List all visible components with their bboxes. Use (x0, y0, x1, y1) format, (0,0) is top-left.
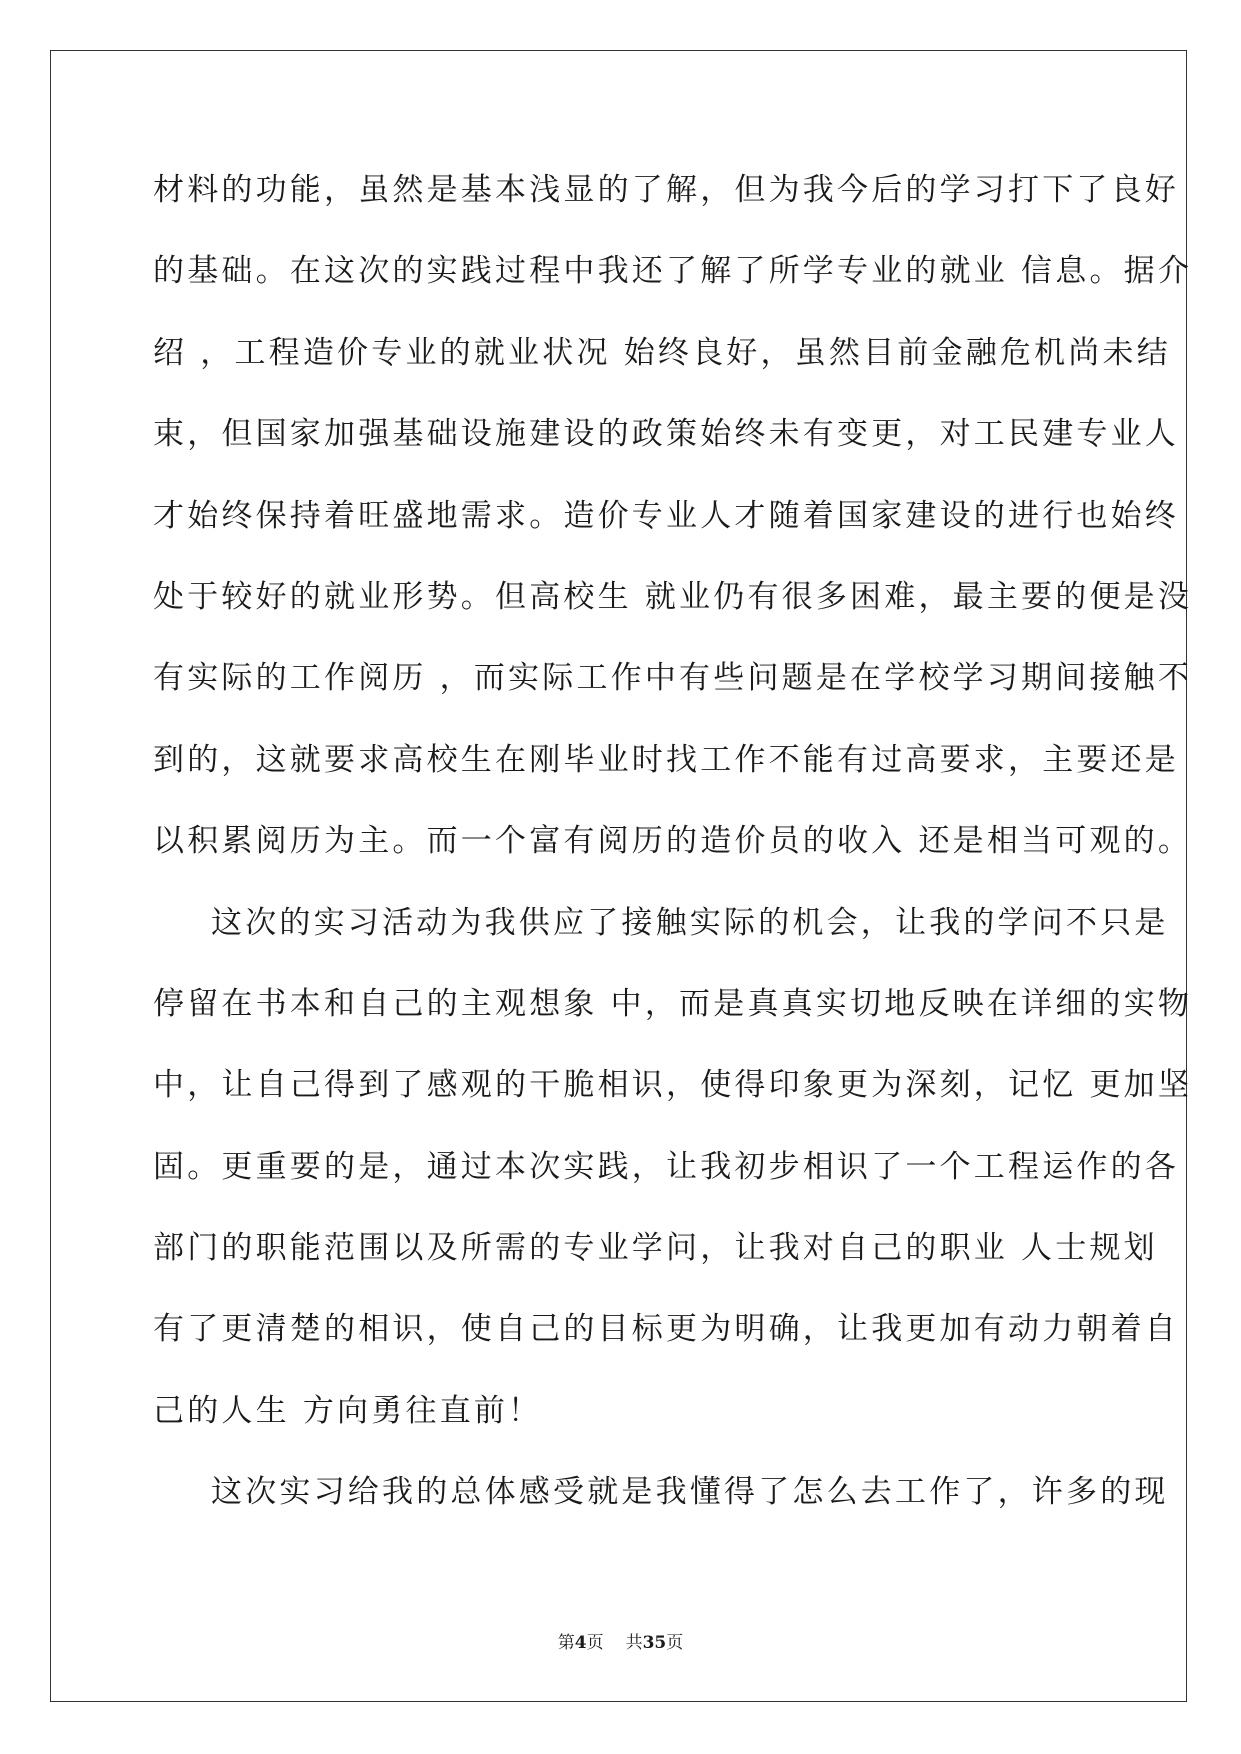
page-number: 4 (574, 1633, 587, 1653)
text-line: 固。更重要的是，通过本次实践，让我初步相识了一个工程运作的各 (153, 1148, 1179, 1185)
text-line: 停留在书本和自己的主观想象 中，而是真真实切地反映在详细的实物 (153, 985, 1193, 1022)
text-line: 中，让自己得到了感观的干脆相识，使得印象更为深刻，记忆 更加坚 (153, 1067, 1193, 1104)
text-line: 才始终保持着旺盛地需求。造价专业人才随着国家建设的进行也始终 (153, 497, 1179, 534)
text-line: 的基础。在这次的实践过程中我还了解了所学专业的就业 信息。据介 (153, 253, 1193, 290)
text-line: 以积累阅历为主。而一个富有阅历的造价员的收入 还是相当可观的。 (153, 823, 1193, 860)
text-line: 绍 ，工程造价专业的就业状况 始终良好，虽然目前金融危机尚未结 (153, 334, 1171, 371)
page-prefix: 第 (557, 1633, 575, 1653)
text-line: 束，但国家加强基础设施建设的政策始终未有变更，对工民建专业人 (153, 416, 1179, 453)
document-body (153, 160, 1193, 1544)
total-suffix: 页 (666, 1633, 684, 1653)
paragraph-start-line: 这次的实习活动为我供应了接触实际的机会，让我的学问不只是 (211, 904, 1169, 941)
text-line: 到的，这就要求高校生在刚毕业时找工作不能有过高要求，主要还是 (153, 741, 1179, 778)
total-pages: 35 (642, 1633, 667, 1653)
text-line: 有了更清楚的相识，使自己的目标更为明确，让我更加有动力朝着自 (153, 1311, 1179, 1348)
text-line: 材料的功能，虽然是基本浅显的了解，但为我今后的学习打下了良好 (153, 172, 1179, 208)
text-line: 部门的职能范围以及所需的专业学问，让我对自己的职业 人士规划 (153, 1230, 1158, 1267)
total-prefix: 共 (625, 1633, 643, 1653)
text-line: 处于较好的就业形势。但高校生 就业仍有很多困难，最主要的便是没 (153, 578, 1193, 615)
paragraph-start-line: 这次实习给我的总体感受就是我懂得了怎么去工作了，许多的现 (211, 1474, 1169, 1511)
text-line: 有实际的工作阅历 ，而实际工作中有些问题是在学校学习期间接触不 (153, 660, 1193, 697)
page-footer (0, 1628, 1241, 1653)
text-line: 己的人生 方向勇往直前！ (153, 1392, 543, 1429)
page-suffix: 页 (586, 1633, 604, 1653)
